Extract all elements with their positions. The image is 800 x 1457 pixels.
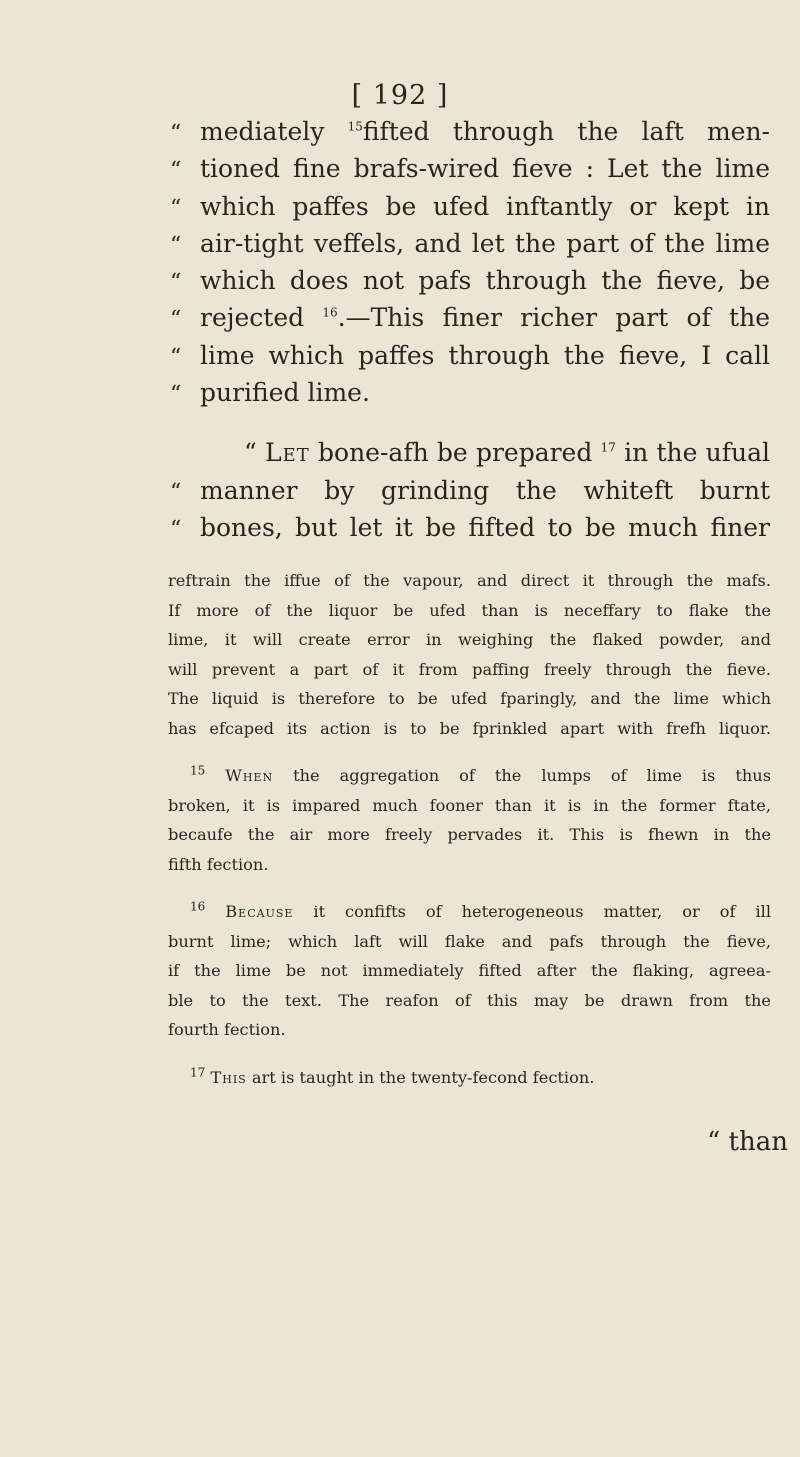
text-fragment: art is taught in the twenty-fecond fection.	[246, 1067, 595, 1087]
text-fragment: mediately	[200, 117, 348, 146]
text-fragment: the aggregation of the lumps of lime is thus	[273, 766, 771, 785]
main-text	[170, 113, 770, 546]
footnote-line	[168, 761, 771, 791]
footnote-ref: 17	[600, 441, 616, 456]
text-line	[170, 150, 770, 187]
text-line	[170, 113, 770, 150]
footnote-line: fourth fection.	[168, 1020, 286, 1039]
footnote-line: reftrain the iffue of the vapour, and direct it through the mafs.	[168, 571, 771, 590]
footnote-line: has efcaped its action is to be fprinkled apart with frefh liquor.	[168, 718, 771, 738]
text-fragment: manner by grinding the whiteft burnt	[200, 475, 770, 505]
footnote-line: burnt lime; which laft will flake and pafs through the fieve,	[168, 931, 771, 951]
text-line	[170, 509, 770, 546]
footnotes	[168, 566, 771, 1092]
footnote-line: If more of the liquor be ufed than is neceffary to flake the	[168, 600, 771, 620]
text-fragment: in the ufual	[615, 438, 770, 468]
catchword: “ than	[707, 1127, 788, 1157]
text-fragment: .—This finer richer part of the	[337, 303, 770, 333]
quote-mark: “	[170, 121, 182, 146]
quote-mark: “	[170, 270, 182, 296]
quote-mark: “	[170, 232, 182, 258]
quote-mark: “	[170, 344, 182, 370]
text-fragment: tioned fine brafs-wired fieve : Let the lime	[200, 154, 770, 184]
text-line	[170, 337, 770, 374]
footnote-line	[168, 1063, 771, 1093]
text-fragment: bones, but let it be fifted to be much finer	[200, 512, 770, 542]
text-fragment: which paffes be ufed inftantly or kept in	[200, 191, 770, 221]
footnote-number: 16	[190, 899, 206, 914]
quote-mark: “	[170, 158, 182, 184]
text-line	[170, 374, 770, 411]
footnote-line: becaufe the air more freely pervades it. This is fhewn in the	[168, 825, 771, 844]
text-fragment: lime which paffes through the fieve, I call	[200, 340, 770, 370]
footnote-line: fifth fection.	[168, 854, 269, 874]
footnote-lead: Because	[225, 902, 294, 921]
text-line	[170, 225, 770, 262]
text-fragment: it confifts of heterogeneous matter, or of ill	[293, 902, 771, 921]
text-line	[170, 472, 770, 509]
text-fragment: which does not pafs through the fieve, be	[200, 266, 770, 296]
text-fragment: air-tight veffels, and let the part of the lime	[200, 228, 770, 258]
text-line	[170, 434, 770, 471]
text-fragment: fifted through the laft men-	[362, 117, 771, 146]
quote-mark: “	[170, 516, 182, 542]
quote-mark: “	[170, 307, 182, 333]
quote-mark: “	[170, 479, 182, 505]
footnote-ref: 16	[322, 306, 338, 321]
text-line	[170, 262, 770, 299]
quote-mark: “	[170, 382, 182, 408]
footnote-ref: 15	[347, 119, 363, 134]
footnote-lead: When	[225, 766, 274, 785]
footnote-line: lime, it will create error in weighing the flaked powder, and	[168, 630, 771, 649]
footnote-line: if the lime be not immediately fifted after the flaking, agreea-	[168, 961, 771, 980]
footnote-line	[168, 897, 771, 927]
footnote-line: broken, it is impared much fooner than it is in the former ftate,	[168, 795, 771, 815]
footnote-number: 17	[190, 1065, 206, 1080]
text-fragment: purified lime.	[200, 378, 370, 408]
paragraph-lead: Let	[265, 438, 310, 468]
footnote-line: ble to the text. The reafon of this may be drawn from the	[168, 990, 771, 1010]
text-fragment: rejected	[200, 303, 323, 333]
quote-mark: “	[244, 438, 257, 468]
footnote-line: will prevent a part of it from paffing freely through the fieve.	[168, 659, 771, 679]
footnote-number: 15	[190, 763, 206, 778]
text-line	[170, 299, 770, 336]
quote-mark: “	[170, 195, 182, 221]
text-line	[170, 188, 770, 225]
footnote-lead: This	[210, 1067, 247, 1087]
page-number: [ 192 ]	[351, 80, 449, 111]
footnote-line: The liquid is therefore to be ufed fparingly, and the lime which	[168, 689, 771, 708]
text-fragment: bone-afh be prepared	[309, 438, 601, 468]
